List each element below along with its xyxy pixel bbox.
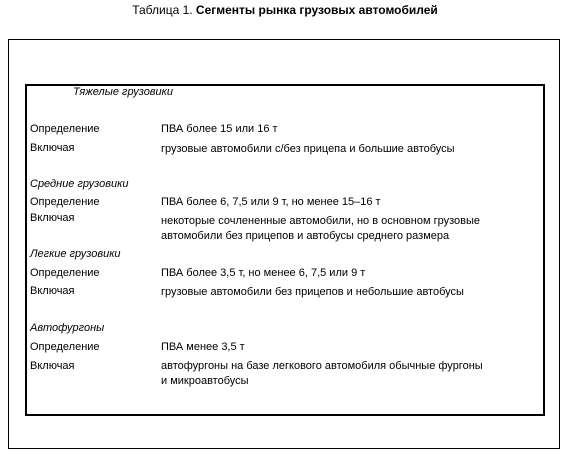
segment-heading-light: Легкие грузовики: [30, 248, 121, 260]
row-value-including-line-2: и микроавтобусы: [161, 375, 249, 387]
row-value-including: грузовые автомобили с/без прицепа и большие автобусы: [161, 143, 455, 155]
row-value-including: грузовые автомобили без прицепов и небольшие автобусы: [161, 286, 464, 298]
row-label-including: Включая: [30, 360, 75, 372]
row-value-definition: ПВА более 3,5 т, но менее 6, 7,5 или 9 т: [161, 267, 366, 279]
segment-heading-vans: Автофургоны: [30, 322, 105, 334]
row-label-definition: Определение: [30, 196, 100, 208]
row-value-definition: ПВА более 15 или 16 т: [161, 123, 278, 135]
row-value-definition: ПВА более 6, 7,5 или 9 т, но менее 15–16 т: [161, 196, 381, 208]
row-label-including: Включая: [30, 142, 75, 154]
row-label-including: Включая: [30, 285, 75, 297]
row-value-including-line-1: автофургоны на базе легкового автомобиля обычные фургоны: [161, 360, 483, 372]
row-label-definition: Определение: [30, 267, 100, 279]
row-label-definition: Определение: [30, 341, 100, 353]
row-value-including-line-2: автомобили без прицепов и автобусы среднего размера: [161, 230, 450, 242]
segment-heading-heavy: Тяжелые грузовики: [73, 86, 173, 98]
row-value-including-line-1: некоторые сочлененные автомобили, но в основном грузовые: [161, 215, 480, 227]
row-label-including: Включая: [30, 212, 75, 224]
row-value-definition: ПВА менее 3,5 т: [161, 341, 245, 353]
caption-title: Сегменты рынка грузовых автомобилей: [195, 3, 438, 17]
segment-heading-medium: Средние грузовики: [30, 178, 129, 190]
row-label-definition: Определение: [30, 123, 100, 135]
caption-prefix: Таблица 1.: [132, 3, 196, 17]
table-caption: [0, 3, 570, 18]
